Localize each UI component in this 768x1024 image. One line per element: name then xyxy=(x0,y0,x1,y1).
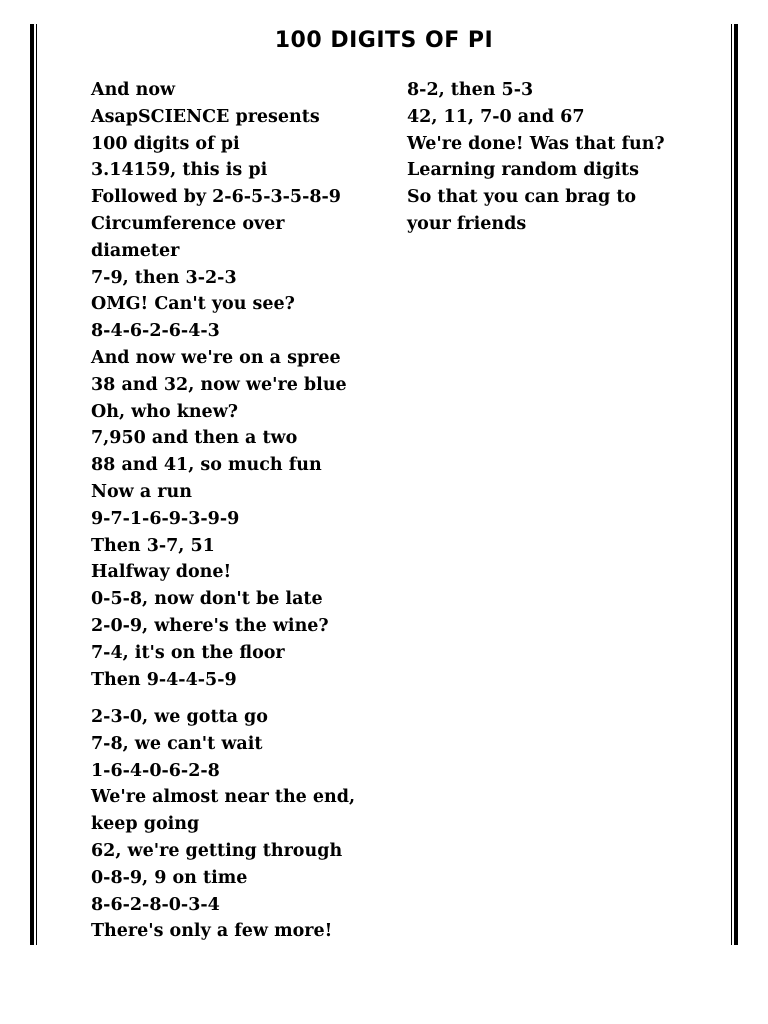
border-right-thin-line xyxy=(731,24,732,945)
lyric-line: AsapSCIENCE presents xyxy=(91,106,320,127)
lyric-line: 3.14159, this is pi xyxy=(91,160,268,181)
lyric-line: So that you can brag to xyxy=(407,187,637,208)
lyric-line: We're almost near the end, xyxy=(91,787,356,808)
lyric-line: Learning random digits xyxy=(407,160,639,181)
lyric-line: Now a run xyxy=(91,481,192,502)
lyric-line: 38 and 32, now we're blue xyxy=(91,374,347,395)
lyric-line: 100 digits of pi xyxy=(91,133,240,154)
lyric-line: 8-4-6-2-6-4-3 xyxy=(91,321,220,342)
lyric-line: 8-2, then 5-3 xyxy=(407,80,534,100)
document-title: 100 DIGITS OF PI xyxy=(274,28,494,53)
border-left-thin-line xyxy=(36,24,37,945)
border-right-thick-line xyxy=(734,24,738,945)
lyric-line: And now xyxy=(91,80,176,100)
lyric-line: 7-8, we can't wait xyxy=(91,733,263,754)
lyric-line: We're done! Was that fun? xyxy=(407,133,665,154)
lyric-line: Followed by 2-6-5-3-5-8-9 xyxy=(91,187,341,208)
page-border-left xyxy=(30,24,37,945)
lyric-line: Then 3-7, 51 xyxy=(91,535,215,556)
lyric-line: 9-7-1-6-9-3-9-9 xyxy=(91,508,240,529)
lyric-line: 8-6-2-8-0-3-4 xyxy=(91,894,220,915)
lyric-line: Oh, who knew? xyxy=(91,401,239,422)
lyric-line: 62, we're getting through xyxy=(91,840,343,861)
lyric-line: 7-9, then 3-2-3 xyxy=(91,267,237,288)
lyric-line: 2-3-0, we gotta go xyxy=(91,707,268,727)
lyric-line: 0-5-8, now don't be late xyxy=(91,589,323,610)
lyric-line: Then 9-4-4-5-9 xyxy=(91,669,237,690)
lyric-line: keep going xyxy=(91,814,200,835)
lyrics-left-column-part1 xyxy=(91,77,347,693)
lyric-line: 88 and 41, so much fun xyxy=(91,455,322,476)
lyric-line: 42, 11, 7-0 and 67 xyxy=(407,106,585,127)
lyric-line: diameter xyxy=(91,240,180,261)
lyric-line: Circumference over xyxy=(91,213,285,234)
border-left-thick-line xyxy=(30,24,34,945)
lyric-line: There's only a few more! xyxy=(91,921,333,942)
lyric-line: Halfway done! xyxy=(91,562,232,583)
lyric-line: 1-6-4-0-6-2-8 xyxy=(91,760,220,781)
lyrics-right-column xyxy=(407,77,665,238)
lyric-line: 7,950 and then a two xyxy=(91,428,298,449)
lyric-line: 7-4, it's on the floor xyxy=(91,642,285,663)
lyric-line: And now we're on a spree xyxy=(91,347,341,368)
lyric-line: 2-0-9, where's the wine? xyxy=(91,615,329,636)
lyric-line: your friends xyxy=(407,213,527,234)
lyrics-left-column-part2 xyxy=(91,704,355,945)
lyric-line: OMG! Can't you see? xyxy=(91,294,295,315)
page-border-right xyxy=(731,24,738,945)
lyric-line: 0-8-9, 9 on time xyxy=(91,867,248,888)
